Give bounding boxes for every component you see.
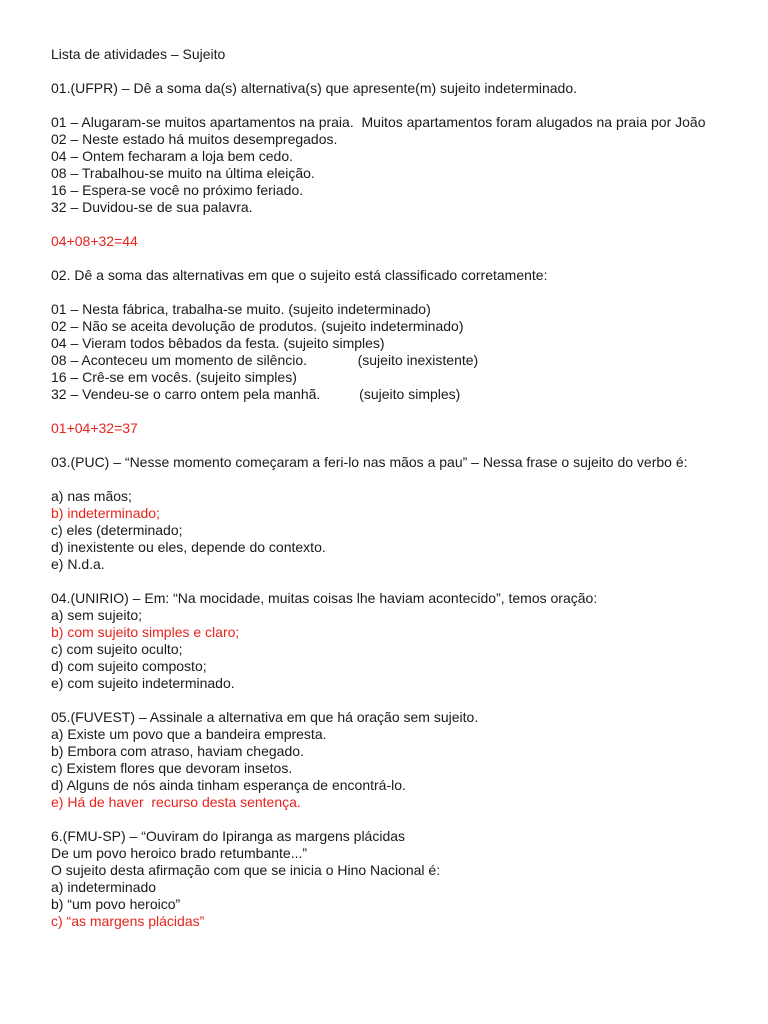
question-option-a: a) nas mãos; (51, 488, 132, 504)
document-page (51, 46, 741, 930)
question-option-e: e) com sujeito indeterminado. (51, 675, 235, 691)
question-option-e: e) N.d.a. (51, 556, 105, 572)
question-option-d: d) inexistente ou eles, depende do contexto. (51, 539, 326, 555)
spacer (51, 437, 741, 454)
question-3 (51, 454, 741, 590)
spacer (51, 63, 741, 80)
question-answer: 04+08+32=44 (51, 233, 138, 249)
question-option-c-correct: c) “as margens plácidas” (51, 913, 205, 929)
question-option-a: a) sem sujeito; (51, 607, 143, 623)
question-option-a: a) Existe um povo que a bandeira empresta. (51, 726, 327, 742)
question-option: 16 – Crê-se em vocês. (sujeito simples) (51, 369, 297, 385)
question-statement: O sujeito desta afirmação com que se inicia o Hino Nacional é: (51, 862, 441, 878)
spacer (51, 471, 741, 488)
question-option-d: d) Alguns de nós ainda tinham esperança de encontrá-lo. (51, 777, 406, 793)
question-option-a: a) indeterminado (51, 879, 157, 895)
spacer (51, 403, 741, 420)
question-1 (51, 80, 741, 267)
question-option-e-correct: e) Há de haver recurso desta sentença. (51, 794, 301, 810)
document-title: Lista de atividades – Sujeito (51, 46, 226, 62)
question-option: 04 – Vieram todos bêbados da festa. (sujeito simples) (51, 335, 385, 351)
question-option: 02 – Neste estado há muitos desempregados. (51, 131, 338, 147)
spacer (51, 692, 741, 709)
spacer (51, 573, 741, 590)
question-option: 02 – Não se aceita devolução de produtos. (sujeito indeterminado) (51, 318, 464, 334)
question-option-b: b) Embora com atraso, haviam chegado. (51, 743, 304, 759)
question-2 (51, 267, 741, 454)
question-statement: De um povo heroico brado retumbante...” (51, 845, 308, 861)
question-statement: 04.(UNIRIO) – Em: “Na mocidade, muitas coisas lhe haviam acontecido”, temos oração: (51, 590, 598, 606)
question-option: 01 – Nesta fábrica, trabalha-se muito. (sujeito indeterminado) (51, 301, 431, 317)
spacer (51, 97, 741, 114)
spacer (51, 811, 741, 828)
spacer (51, 284, 741, 301)
spacer (51, 216, 741, 233)
question-statement: 01.(UFPR) – Dê a soma da(s) alternativa(s) que apresente(m) sujeito indeterminado. (51, 80, 578, 96)
question-option-c: c) com sujeito oculto; (51, 641, 183, 657)
question-option: 08 – Trabalhou-se muito na última eleição. (51, 165, 315, 181)
question-option: 32 – Duvidou-se de sua palavra. (51, 199, 253, 215)
spacer (51, 250, 741, 267)
question-statement: 02. Dê a soma das alternativas em que o sujeito está classificado corretamente: (51, 267, 548, 283)
question-statement: 6.(FMU-SP) – “Ouviram do Ipiranga as margens plácidas (51, 828, 406, 844)
question-option-b: b) “um povo heroico” (51, 896, 181, 912)
question-answer: 01+04+32=37 (51, 420, 138, 436)
question-option: 08 – Aconteceu um momento de silêncio. (sujeito inexistente) (51, 352, 479, 368)
question-option-b-correct: b) indeterminado; (51, 505, 160, 521)
question-5 (51, 709, 741, 828)
question-4 (51, 590, 741, 709)
question-option-c: c) Existem flores que devoram insetos. (51, 760, 293, 776)
question-statement: 05.(FUVEST) – Assinale a alternativa em que há oração sem sujeito. (51, 709, 479, 725)
question-option: 01 – Alugaram-se muitos apartamentos na praia. Muitos apartamentos foram alugados na praia por João (51, 114, 706, 130)
question-option: 04 – Ontem fecharam a loja bem cedo. (51, 148, 294, 164)
question-option: 16 – Espera-se você no próximo feriado. (51, 182, 304, 198)
question-option-c: c) eles (determinado; (51, 522, 183, 538)
question-statement: 03.(PUC) – “Nesse momento começaram a feri-lo nas mãos a pau” – Nessa frase o sujeito do verbo é: (51, 454, 688, 470)
question-option: 32 – Vendeu-se o carro ontem pela manhã. (sujeito simples) (51, 386, 461, 402)
question-6 (51, 828, 741, 930)
question-option-d: d) com sujeito composto; (51, 658, 207, 674)
question-option-b-correct: b) com sujeito simples e claro; (51, 624, 240, 640)
